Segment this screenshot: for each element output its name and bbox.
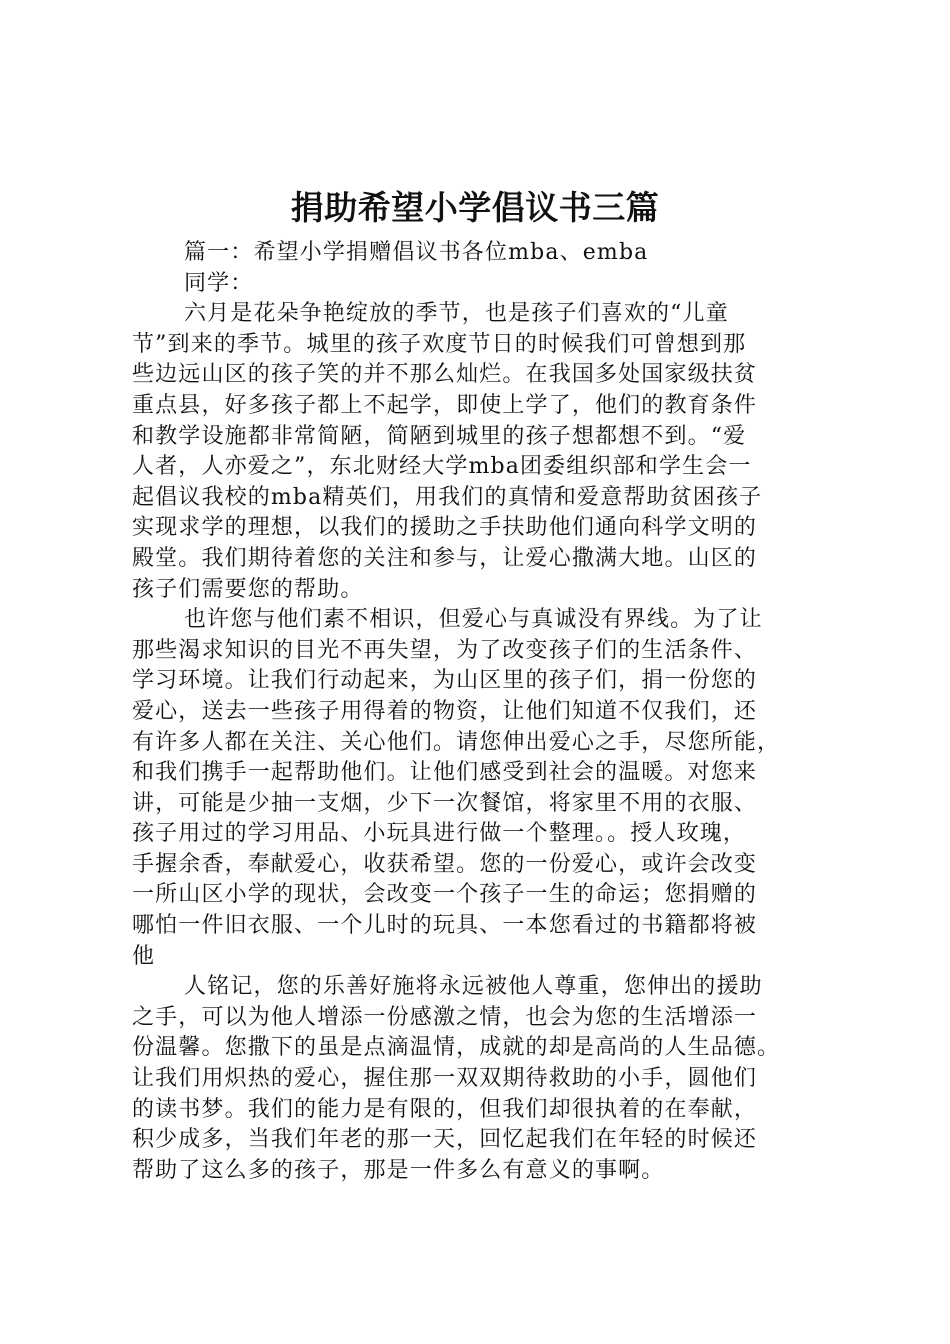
body-line: 和教学设施都非常简陋，简陋到城里的孩子想都想不到。“爱 <box>132 423 747 449</box>
body-line: 人者，人亦爱之”，东北财经大学mba团委组织部和学生会一 <box>132 454 752 480</box>
body-line: 和我们携手一起帮助他们。让他们感受到社会的温暖。对您来 <box>132 760 758 786</box>
body-line: 节”到来的季节。城里的孩子欢度节日的时候我们可曾想到那 <box>132 331 747 357</box>
body-line: 起倡议我校的mba精英们，用我们的真情和爱意帮助贫困孩子 <box>132 484 763 510</box>
body-line: 让我们用炽热的爱心，握住那一双双期待救助的小手，圆他们 <box>132 1066 758 1092</box>
body-line: 也许您与他们素不相识，但爱心与真诚没有界线。为了让 <box>184 607 763 633</box>
body-line: 些边远山区的孩子笑的并不那么灿烂。在我国多处国家级扶贫 <box>132 362 758 388</box>
body-line: 孩子们需要您的帮助。 <box>132 576 364 602</box>
body-line: 他 <box>132 943 156 969</box>
body-line: 重点县，好多孩子都上不起学，即使上学了，他们的教育条件 <box>132 392 758 418</box>
body-line: 同学： <box>184 270 254 296</box>
body-line: 孩子用过的学习用品、小玩具进行做一个整理。。授人玫瑰， <box>132 821 747 847</box>
body-line: 帮助了这么多的孩子，那是一件多么有意义的事啊。 <box>132 1157 665 1183</box>
body-line: 殿堂。我们期待着您的关注和参与，让爱心撒满大地。山区的 <box>132 545 758 571</box>
body-line: 篇一：希望小学捐赠倡议书各位mba、emba <box>184 240 649 265</box>
body-line: 积少成多，当我们年老的那一天，回忆起我们在年轻的时候还 <box>132 1127 758 1153</box>
body-line: 哪怕一件旧衣服、一个儿时的玩具、一本您看过的书籍都将被 <box>132 913 758 939</box>
body-line: 一所山区小学的现状，会改变一个孩子一生的命运；您捐赠的 <box>132 882 758 908</box>
body-line: 讲，可能是少抽一支烟，少下一次餐馆，将家里不用的衣服、 <box>132 790 758 816</box>
body-line: 爱心，送去一些孩子用得着的物资，让他们知道不仅我们，还 <box>132 698 758 724</box>
body-line: 实现求学的理想，以我们的援助之手扶助他们通向科学文明的 <box>132 515 758 541</box>
body-line: 人铭记，您的乐善好施将永远被他人尊重，您伸出的援助 <box>184 974 763 1000</box>
body-line: 手握余香，奉献爱心，收获希望。您的一份爱心，或许会改变 <box>132 851 758 877</box>
body-line: 有许多人都在关注、关心他们。请您伸出爱心之手，尽您所能， <box>132 729 781 755</box>
body-line: 份温馨。您撒下的虽是点滴温情，成就的却是高尚的人生品德。 <box>132 1035 781 1061</box>
body-line: 那些渴求知识的目光不再失望，为了改变孩子们的生活条件、 <box>132 637 758 663</box>
document-body <box>132 238 828 1186</box>
body-line: 之手，可以为他人增添一份感激之情，也会为您的生活增添一 <box>132 1004 758 1030</box>
body-line: 六月是花朵争艳绽放的季节，也是孩子们喜欢的“儿童 <box>184 301 729 327</box>
document-title: 捐助希望小学倡议书三篇 <box>290 188 660 227</box>
body-line: 学习环境。让我们行动起来，为山区里的孩子们，捐一份您的 <box>132 668 758 694</box>
body-line: 的读书梦。我们的能力是有限的，但我们却很执着的在奉献， <box>132 1096 758 1122</box>
